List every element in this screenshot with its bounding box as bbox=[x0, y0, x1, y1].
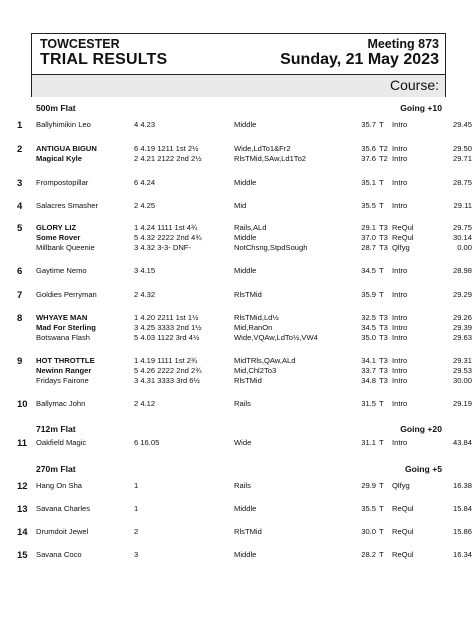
race-comment: Wide,LdTo1&Fr2 bbox=[234, 144, 291, 153]
trial-code: T bbox=[379, 550, 384, 559]
run-time: 29.71 bbox=[452, 154, 472, 163]
sectional-time: 30.0 bbox=[361, 527, 376, 536]
trial-code: T3 bbox=[379, 333, 388, 342]
course-label: Course: bbox=[389, 77, 439, 93]
run-time: 29.63 bbox=[452, 333, 472, 342]
race-comment: Middle bbox=[234, 178, 257, 187]
race-number: 3 bbox=[17, 178, 23, 189]
grade-class: Intro bbox=[392, 313, 408, 322]
trap-details: 2 bbox=[134, 527, 139, 536]
sectional-time: 31.1 bbox=[361, 438, 376, 447]
sectional-time: 37.6 bbox=[361, 154, 376, 163]
sectional-time: 32.5 bbox=[361, 313, 376, 322]
trial-code: T bbox=[379, 399, 384, 408]
race-number: 9 bbox=[17, 356, 23, 367]
run-time: 30.00 bbox=[452, 376, 472, 385]
sectional-time: 34.5 bbox=[361, 266, 376, 275]
run-time: 0.00 bbox=[457, 243, 472, 252]
trap-details: 3 4.32 3-3- DNF- bbox=[134, 243, 191, 252]
race-comment: Rails bbox=[234, 481, 251, 490]
dog-name: HOT THROTTLE bbox=[36, 356, 95, 365]
trap-details: 3 bbox=[134, 550, 139, 559]
result-row bbox=[0, 376, 474, 386]
race-number: 13 bbox=[17, 504, 28, 515]
result-row bbox=[0, 178, 474, 188]
race-number: 11 bbox=[17, 438, 28, 449]
grade-class: Intro bbox=[392, 290, 408, 299]
section-distance: 270m Flat bbox=[36, 464, 76, 474]
dog-name: Ballymac John bbox=[36, 399, 86, 408]
sectional-time: 28.7 bbox=[361, 243, 376, 252]
result-row bbox=[0, 550, 474, 560]
trap-details: 2 4.21 2122 2nd 2½ bbox=[134, 154, 202, 163]
dog-name: Goldies Perryman bbox=[36, 290, 97, 299]
grade-class: Intro bbox=[392, 120, 408, 129]
dog-name: Frompostopillar bbox=[36, 178, 89, 187]
race-comment: RlsTMid bbox=[234, 290, 262, 299]
sectional-time: 31.5 bbox=[361, 399, 376, 408]
trial-code: T bbox=[379, 438, 384, 447]
dog-name: Newinn Ranger bbox=[36, 366, 92, 375]
sectional-time: 34.1 bbox=[361, 356, 376, 365]
result-row bbox=[0, 233, 474, 243]
race-number: 1 bbox=[17, 120, 23, 131]
dog-name: Some Rover bbox=[36, 233, 81, 242]
grade-class: Intro bbox=[392, 366, 408, 375]
race-comment: Mid,RanOn bbox=[234, 323, 273, 332]
sectional-time: 34.5 bbox=[361, 323, 376, 332]
sectional-time: 35.5 bbox=[361, 201, 376, 210]
run-time: 29.26 bbox=[452, 313, 472, 322]
sectional-time: 28.2 bbox=[361, 550, 376, 559]
run-time: 43.84 bbox=[452, 438, 472, 447]
run-time: 28.75 bbox=[452, 178, 472, 187]
run-time: 29.29 bbox=[452, 290, 472, 299]
meeting-number: Meeting 873 bbox=[367, 37, 439, 51]
section-header bbox=[36, 103, 442, 117]
result-row bbox=[0, 154, 474, 164]
dog-name: Hang On Sha bbox=[36, 481, 83, 490]
trial-code: T3 bbox=[379, 376, 388, 385]
race-comment: RlsTMid,Ld½ bbox=[234, 313, 279, 322]
race-comment: RlsTMid bbox=[234, 527, 262, 536]
dog-name: Gaytime Nemo bbox=[36, 266, 87, 275]
trap-details: 2 4.32 bbox=[134, 290, 156, 299]
trial-code: T2 bbox=[379, 144, 388, 153]
race-comment: RlsTMid,SAw,Ld1To2 bbox=[234, 154, 307, 163]
dog-name: Oakfield Magic bbox=[36, 438, 87, 447]
dog-name: Magical Kyle bbox=[36, 154, 83, 163]
grade-class: Intro bbox=[392, 323, 408, 332]
dog-name: Ballyhimikin Leo bbox=[36, 120, 91, 129]
run-time: 28.98 bbox=[452, 266, 472, 275]
dog-name: Mad For Sterling bbox=[36, 323, 96, 332]
section-header bbox=[36, 464, 442, 478]
sectional-time: 34.8 bbox=[361, 376, 376, 385]
section-going: Going +10 bbox=[400, 103, 442, 113]
trial-code: T2 bbox=[379, 154, 388, 163]
dog-name: Savana Charles bbox=[36, 504, 91, 513]
result-row bbox=[0, 504, 474, 514]
section-header bbox=[36, 424, 442, 438]
result-row bbox=[0, 201, 474, 211]
race-comment: Mid,Chl2To3 bbox=[234, 366, 277, 375]
grade-class: Intro bbox=[392, 438, 408, 447]
grade-class: Intro bbox=[392, 201, 408, 210]
run-time: 15.84 bbox=[452, 504, 472, 513]
sectional-time: 33.7 bbox=[361, 366, 376, 375]
race-comment: Rails,ALd bbox=[234, 223, 267, 232]
grade-class: Intro bbox=[392, 376, 408, 385]
trap-details: 5 4.03 1122 3rd 4½ bbox=[134, 333, 200, 342]
grade-class: Intro bbox=[392, 154, 408, 163]
trial-code: T bbox=[379, 266, 384, 275]
section-distance: 500m Flat bbox=[36, 103, 76, 113]
results-header bbox=[31, 33, 446, 97]
sectional-time: 29.9 bbox=[361, 481, 376, 490]
run-time: 29.53 bbox=[452, 366, 472, 375]
trap-details: 3 4.31 3333 3rd 6½ bbox=[134, 376, 200, 385]
race-number: 10 bbox=[17, 399, 28, 410]
result-row bbox=[0, 266, 474, 276]
grade-class: Intro bbox=[392, 178, 408, 187]
race-comment: Middle bbox=[234, 266, 257, 275]
result-row bbox=[0, 144, 474, 154]
race-number: 4 bbox=[17, 201, 23, 212]
dog-name: Fridays Fairone bbox=[36, 376, 89, 385]
trial-code: T3 bbox=[379, 313, 388, 322]
result-row bbox=[0, 313, 474, 323]
trap-details: 1 4.24 1111 1st 4¾ bbox=[134, 223, 198, 232]
result-row bbox=[0, 399, 474, 409]
grade-class: Intro bbox=[392, 333, 408, 342]
section-going: Going +5 bbox=[404, 464, 442, 474]
trial-code: T bbox=[379, 290, 384, 299]
grade-class: Qlfyg bbox=[392, 243, 410, 252]
race-number: 2 bbox=[17, 144, 23, 155]
sectional-time: 37.0 bbox=[361, 233, 376, 242]
race-number: 12 bbox=[17, 481, 28, 492]
trap-details: 1 4.19 1111 1st 2¾ bbox=[134, 356, 198, 365]
section-going: Going +20 bbox=[400, 424, 442, 434]
trap-details: 5 4.26 2222 2nd 2¾ bbox=[134, 366, 202, 375]
trap-details: 1 bbox=[134, 481, 139, 490]
grade-class: Intro bbox=[392, 266, 408, 275]
page-title: TRIAL RESULTS bbox=[40, 51, 168, 68]
run-time: 29.19 bbox=[452, 399, 472, 408]
trap-details: 1 4.20 2211 1st 1½ bbox=[134, 313, 199, 322]
result-row bbox=[0, 323, 474, 333]
trial-code: T3 bbox=[379, 233, 388, 242]
grade-class: ReQul bbox=[392, 504, 414, 513]
race-number: 8 bbox=[17, 313, 23, 324]
sectional-time: 35.5 bbox=[361, 504, 376, 513]
sectional-time: 35.1 bbox=[361, 178, 376, 187]
run-time: 29.45 bbox=[452, 120, 472, 129]
grade-class: ReQul bbox=[392, 550, 414, 559]
trial-code: T bbox=[379, 178, 384, 187]
trial-code: T bbox=[379, 504, 384, 513]
trial-code: T bbox=[379, 527, 384, 536]
grade-class: ReQul bbox=[392, 527, 414, 536]
dog-name: Millbank Queenie bbox=[36, 243, 95, 252]
grade-class: Intro bbox=[392, 399, 408, 408]
run-time: 30.14 bbox=[452, 233, 472, 242]
dog-name: Botswana Flash bbox=[36, 333, 91, 342]
race-comment: Middle bbox=[234, 233, 257, 242]
result-row bbox=[0, 120, 474, 130]
race-comment: RlsTMid bbox=[234, 376, 262, 385]
result-row bbox=[0, 223, 474, 233]
dog-name: WHYAYE MAN bbox=[36, 313, 88, 322]
race-number: 6 bbox=[17, 266, 23, 277]
run-time: 29.50 bbox=[452, 144, 472, 153]
grade-class: ReQul bbox=[392, 233, 414, 242]
grade-class: Qlfyg bbox=[392, 481, 410, 490]
dog-name: ANTIGUA BIGUN bbox=[36, 144, 97, 153]
race-comment: Middle bbox=[234, 120, 257, 129]
dog-name: Savana Coco bbox=[36, 550, 82, 559]
race-number: 14 bbox=[17, 527, 28, 538]
result-row bbox=[0, 356, 474, 366]
dog-name: Salacres Smasher bbox=[36, 201, 99, 210]
run-time: 15.86 bbox=[452, 527, 472, 536]
result-row bbox=[0, 366, 474, 376]
section-distance: 712m Flat bbox=[36, 424, 76, 434]
race-comment: NotChsng,StpdSough bbox=[234, 243, 308, 252]
result-row bbox=[0, 290, 474, 300]
run-time: 16.38 bbox=[452, 481, 472, 490]
grade-class: Intro bbox=[392, 144, 408, 153]
race-comment: Wide,VQAw,LdTo½,VW4 bbox=[234, 333, 318, 342]
result-row bbox=[0, 243, 474, 253]
run-time: 29.75 bbox=[452, 223, 472, 232]
race-number: 7 bbox=[17, 290, 23, 301]
trap-details: 2 4.12 bbox=[134, 399, 156, 408]
sectional-time: 35.0 bbox=[361, 333, 376, 342]
race-number: 5 bbox=[17, 223, 23, 234]
race-number: 15 bbox=[17, 550, 28, 561]
trial-code: T3 bbox=[379, 223, 388, 232]
trial-code: T3 bbox=[379, 243, 388, 252]
race-comment: Middle bbox=[234, 550, 257, 559]
trap-details: 3 4.15 bbox=[134, 266, 156, 275]
course-bar bbox=[32, 74, 445, 97]
trial-code: T bbox=[379, 481, 384, 490]
trial-code: T3 bbox=[379, 323, 388, 332]
result-row bbox=[0, 438, 474, 448]
trap-details: 6 4.19 1211 1st 2½ bbox=[134, 144, 199, 153]
trap-details: 5 4.32 2222 2nd 4¾ bbox=[134, 233, 202, 242]
race-comment: Middle bbox=[234, 504, 257, 513]
dog-name: Drumdoit Jewel bbox=[36, 527, 89, 536]
grade-class: Intro bbox=[392, 356, 408, 365]
run-time: 29.39 bbox=[452, 323, 472, 332]
race-comment: Mid bbox=[234, 201, 247, 210]
meeting-date: Sunday, 21 May 2023 bbox=[280, 51, 439, 68]
result-row bbox=[0, 333, 474, 343]
sectional-time: 29.1 bbox=[361, 223, 376, 232]
trial-code: T bbox=[379, 120, 384, 129]
dog-name: GLORY LIZ bbox=[36, 223, 77, 232]
race-comment: MidTRls,QAw,ALd bbox=[234, 356, 296, 365]
race-comment: Rails bbox=[234, 399, 251, 408]
run-time: 29.31 bbox=[452, 356, 472, 365]
venue-name: TOWCESTER bbox=[40, 37, 120, 51]
trap-details: 1 bbox=[134, 504, 139, 513]
result-row bbox=[0, 481, 474, 491]
trap-details: 3 4.25 3333 2nd 1½ bbox=[134, 323, 202, 332]
sectional-time: 35.9 bbox=[361, 290, 376, 299]
run-time: 16.34 bbox=[452, 550, 472, 559]
trial-code: T bbox=[379, 201, 384, 210]
trial-code: T3 bbox=[379, 366, 388, 375]
race-comment: Wide bbox=[234, 438, 252, 447]
sectional-time: 35.7 bbox=[361, 120, 376, 129]
sectional-time: 35.6 bbox=[361, 144, 376, 153]
trap-details: 6 4.24 bbox=[134, 178, 156, 187]
run-time: 29.11 bbox=[453, 201, 472, 210]
trap-details: 4 4.23 bbox=[134, 120, 156, 129]
grade-class: ReQul bbox=[392, 223, 414, 232]
result-row bbox=[0, 527, 474, 537]
trap-details: 2 4.25 bbox=[134, 201, 156, 210]
trap-details: 6 16.05 bbox=[134, 438, 160, 447]
trial-code: T3 bbox=[379, 356, 388, 365]
